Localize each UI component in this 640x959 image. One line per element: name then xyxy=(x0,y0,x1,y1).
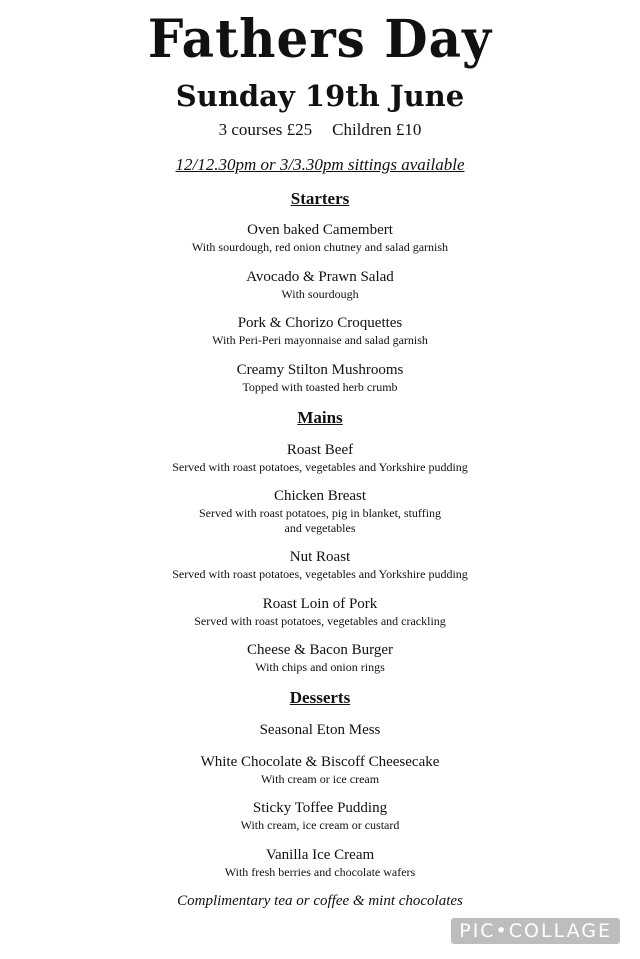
item-name: Nut Roast xyxy=(289,549,351,565)
item-name: Roast Loin of Pork xyxy=(262,596,378,612)
item-name: Vanilla Ice Cream xyxy=(265,847,375,863)
menu-item xyxy=(100,799,540,833)
menu-item xyxy=(100,846,540,880)
menu-item xyxy=(100,595,540,629)
item-description: With sourdough, red onion chutney and salad garnish xyxy=(191,240,449,254)
course-price: 3 courses £25 xyxy=(218,120,313,139)
menu-item xyxy=(100,753,540,787)
menu-date: Sunday 19th June xyxy=(175,79,465,113)
menu-item xyxy=(100,548,540,582)
children-price: Children £10 xyxy=(332,120,422,139)
item-description: Served with roast potatoes, pig in blanket, stuffing and vegetables xyxy=(198,506,442,535)
desserts-heading: Desserts xyxy=(289,688,351,707)
menu-item xyxy=(100,721,540,740)
item-description: With sourdough xyxy=(281,287,359,301)
item-description: With chips and onion rings xyxy=(255,660,385,674)
item-name: Avocado & Prawn Salad xyxy=(246,269,394,285)
item-description: Served with roast potatoes, vegetables and Yorkshire pudding xyxy=(172,567,468,581)
item-description: Topped with toasted herb crumb xyxy=(242,380,398,394)
menu-title: Fathers Day xyxy=(147,7,493,70)
item-name: Chicken Breast xyxy=(273,488,367,504)
item-name: Roast Beef xyxy=(286,442,354,458)
complimentary-note: Complimentary tea or coffee & mint chocolates xyxy=(177,893,463,909)
item-name: Cheese & Bacon Burger xyxy=(247,642,393,658)
mains-heading: Mains xyxy=(297,408,343,427)
item-name: Pork & Chorizo Croquettes xyxy=(237,315,403,331)
menu-item xyxy=(100,641,540,675)
menu-item xyxy=(100,268,540,302)
item-description: Served with roast potatoes, vegetables and Yorkshire pudding xyxy=(172,460,468,474)
item-name: White Chocolate & Biscoff Cheesecake xyxy=(200,754,440,770)
price-line xyxy=(0,119,640,141)
menu-item xyxy=(100,441,540,475)
menu-item xyxy=(100,221,540,255)
item-name: Creamy Stilton Mushrooms xyxy=(236,362,404,378)
item-description: With cream, ice cream or custard xyxy=(240,818,400,832)
item-description: Served with roast potatoes, vegetables and crackling xyxy=(194,614,446,628)
item-name: Sticky Toffee Pudding xyxy=(252,800,388,816)
watermark-logo: PIC•COLLAGE xyxy=(451,918,620,944)
item-name: Seasonal Eton Mess xyxy=(259,722,381,738)
menu-item xyxy=(100,314,540,348)
menu-item xyxy=(100,361,540,395)
item-name: Oven baked Camembert xyxy=(247,222,393,238)
starters-heading: Starters xyxy=(290,189,350,208)
item-description: With cream or ice cream xyxy=(260,772,380,786)
menu-item xyxy=(190,487,450,536)
sittings-note: 12/12.30pm or 3/3.30pm sittings available xyxy=(175,155,465,174)
item-description: With fresh berries and chocolate wafers xyxy=(224,865,416,879)
item-description: With Peri-Peri mayonnaise and salad garnish xyxy=(212,333,428,347)
